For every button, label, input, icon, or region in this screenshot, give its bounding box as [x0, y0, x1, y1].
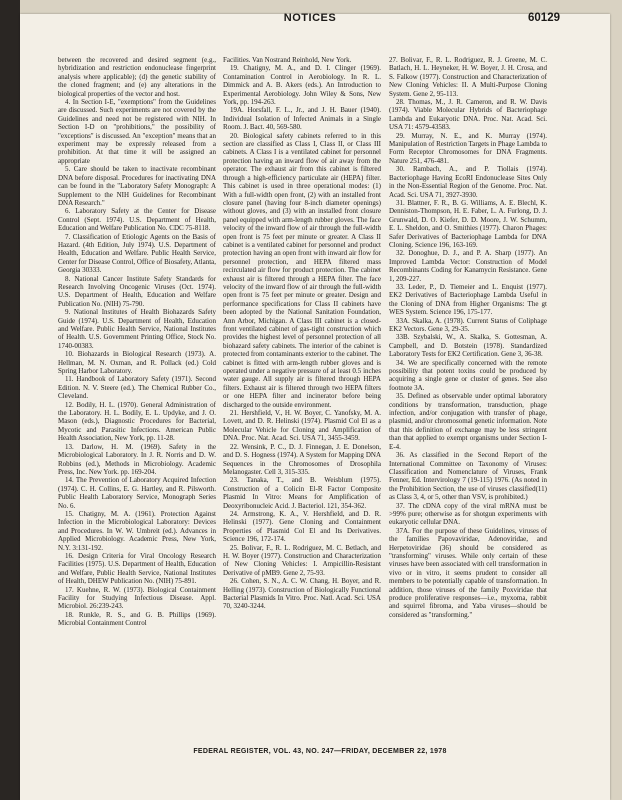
paragraph: 20. Biological safety cabinets referred to in this section are classified as Class I, Class II, or Class III cabinets. A Class I is a ventilated cabinet for personnel protection having an inward flow of air away from the operator. The exhaust air from this cabinet is filtered through a high-efficiency particulate air (HEPA) filter. This cabinet is used in three operational modes: (1) With a full-width open front, (2) with an installed front closure panel (having four 8-inch diameter openings) without gloves, and (3) with an installed front closure panel equipped with arm-length rubber gloves. The face velocity of the inward flow of air through the full-width open front is 75 feet per minute or greater. A Class II cabinet is a ventilated cabinet for personnel and product protection having an open front with inward air flow for personnel protection, and HEPA filtered mass recirculated air flow for product protection. The cabinet exhaust air is filtered through a HEPA filter. The face velocity of the inward flow of air through the full-width open front is 75 feet per minute or greater. Design and performance specifications for Class II cabinets have been adopted by the National Sanitation Foundation, Ann Arbor, Michigan. A Class III cabinet is a closed-front ventilated cabinet of gas-tight construction which provides the highest level of personnel protection of all biohazard safety cabinets. The interior of the cabinet is protected from contaminants exterior to the cabinet. The cabinet is fitted with arm-length rubber gloves and is operated under a negative pressure of at least 0.5 inches water gauge. All supply air is filtered through HEPA filters. Exhaust air is filtered through two HEPA filters or one HEPA filter and incinerator before being discharged to the outside environment. — [223, 131, 381, 409]
paragraph: 16. Design Criteria for Viral Oncology Research Facilities (1975). U.S. Department of Health, Education and Welfare, Public Health Service, National Institutes of Health, DHEW Publication No. (NIH) 75-891. — [58, 551, 216, 586]
paragraph: 19. Chatigny, M. A., and D. I. Clinger (1969). Contamination Control in Aerobiology. In R. L. Dimmick and A. B. Akers (eds.). An Introduction to Experimental Aerobiology. John Wiley & Sons, New York, pp. 194-263. — [223, 64, 381, 107]
paragraph: 33A. Skalka, A. (1978). Current Status of Coliphage EK2 Vectors. Gene 3, 29-35. — [389, 316, 547, 333]
paragraph: 21. Hershfield, V., H. W. Boyer, C. Yanofsky, M. A. Lovett, and D. R. Helinski (1974). Plasmid Col El as a Molecular Vehicle for Cloning and Amplification of DNA. Proc. Nat. Acad. Sci. USA 71, 3455-3459. — [223, 409, 381, 443]
text-column-right — [389, 56, 547, 740]
paragraph: 14. The Prevention of Laboratory Acquired Infection (1974). C. H. Collins, E. G. Hartley, and R. Pilsworth. Public Health Laboratory Service, Monograph Series No. 6. — [58, 476, 216, 510]
paragraph: 6. Laboratory Safety at the Center for Disease Control (Sept. 1974). U.S. Department of Health, Education and Welfare Publication No. CDC 75-8118. — [58, 207, 216, 233]
paragraph: 37A. For the purpose of these Guidelines, viruses of the families Papovaviridae, Adenoviridae, and Herpetoviridae (36) should be considered as "transforming" viruses. While only certain of these viruses have been associated with cell transformation in vivo or in vitro, it seems prudent to consider all members to be potentially capable of transformation. In addition, those viruses of the family Poxviridae that produce proliferative responses—i.e., myxoma, rabbit and squirrel fibroma, and Yaba viruses—should be considered as "transforming." — [389, 526, 547, 619]
paragraph: 25. Bolivar, F., R. L. Rodriguez, M. C. Betlach, and H. W. Boyer (1977). Construction and Characterization of New Cloning Vehicles: I. Ampicillin-Resistant Derivative of pMB9. Gene 2, 75-93. — [223, 543, 381, 577]
paragraph: 9. National Institutes of Health Biohazards Safety Guide (1974). U.S. Department of Health, Education and Welfare. Public Health Service, National Institutes of Health. U.S. Government Printing Office, Stock No. 1740-00383. — [58, 308, 216, 350]
section-title: NOTICES — [283, 12, 337, 24]
page-number: 60129 — [528, 12, 560, 24]
scan-binding-edge — [0, 0, 20, 800]
paragraph: 13. Darlow, H. M. (1969). Safety in the Microbiological Laboratory. In J. R. Norris and D. W. Robbins (ed.), Methods in Microbiology. Academic Press, Inc. New York. pp. 169-204. — [58, 442, 216, 476]
paragraph: 33. Leder, P., D. Tiemeier and L. Enquist (1977). EK2 Derivatives of Bacteriophage Lambda Useful in the Cloning of DNA from Higher Organisms: The gt WES System. Science 196, 175-177. — [389, 282, 547, 317]
paragraph: between the recovered and desired segment (e.g., hybridization and restriction endonuclease fingerprint analysis where applicable); (d) the genetic stability of the cloned fragment; and (e) any alterations in the biological properties of the vector and host. — [58, 56, 216, 98]
paragraph: 37. The cDNA copy of the viral mRNA must be >99% pure; otherwise as for shotgun experiments with eukaryotic cellular DNA. — [389, 501, 547, 527]
paragraph: 10. Biohazards in Biological Research (1973). A. Hellman, M. N. Oxman, and R. Pollack (ed.) Cold Spring Harbor Laboratory. — [58, 350, 216, 376]
paragraph: 8. National Cancer Institute Safety Standards for Research Involving Oncogenic Viruses (Oct. 1974). U.S. Department of Health, Education and Welfare Publication No. (NIH) 75-790. — [58, 274, 216, 308]
paragraph: Facilities. Van Nostrand Reinhold, New York. — [223, 56, 352, 64]
paragraph: 11. Handbook of Laboratory Safety (1971). Second Edition. N. V. Steere (ed.). The Chemical Rubber Co., Cleveland. — [58, 375, 216, 401]
paragraph: 7. Classification of Etiologic Agents on the Basis of Hazard. (4th Edition, July 1974). U.S. Department of Health, Education and Welfare. Public Health Service, Center for Disease Control, Office of Biosafety, Atlanta, Georgia 30333. — [58, 232, 216, 275]
paragraph: 29. Murray, N. E., and K. Murray (1974). Manipulation of Restriction Targets in Phage Lambda to Form Receptor Chromosomes for DNA Fragments. Nature 251, 476-481. — [389, 131, 547, 165]
page-footer: FEDERAL REGISTER, VOL. 43, NO. 247—FRIDAY, DECEMBER 22, 1978 — [193, 748, 447, 755]
paragraph: 18. Runkle, R. S., and G. B. Phillips (1969). Microbial Containment Control — [58, 610, 216, 628]
paragraph: 23. Tanaka, T., and B. Weisblum (1975). Construction of a Colicin El-R Factor Composite Plasmid In Vitro: Means for Amplification of Deoxyribonucleic Acid. J. Bacteriol. 121, 354-362. — [223, 476, 381, 510]
paragraph: 36. As classified in the Second Report of the International Committee on Taxonomy of Viruses: Classification and Nomenclature of Viruses, Frank Fenner, Ed. Intervirology 7 (19-115) 1976. (As noted in the Prohibition Section, the use of viruses classified(11) as Class 3, 4, or 5, other than VSV, is prohibited.) — [389, 451, 547, 502]
paragraph: 22. Wensink, P. C., D. J. Finnegan, J. E. Donelson, and D. S. Hogness (1974). A System for Mapping DNA Sequences in the Chromosomes of Drosophila Melanogaster. Cell 3, 315-335. — [223, 442, 381, 476]
text-column-left — [58, 56, 216, 740]
paragraph: 34. We are specifically concerned with the remote possibility that potent toxins could be produced by acquiring a single gene or cluster of genes. See also footnote 3A. — [389, 358, 547, 392]
paragraph: 28. Thomas, M., J. R. Cameron, and R. W. Davis (1974). Viable Molecular Hybrids of Bacteriophage Lambda and Eukaryotic DNA. Proc. Nat. Acad. Sci. USA 71: 4579-43583. — [389, 98, 547, 132]
paragraph: 32. Donoghue, D. J., and P. A. Sharp (1977). An Improved Lambda Vector: Construction of Model Recombinants Coding for Kanamycin Resistance. Gene 1, 209-227. — [389, 249, 547, 283]
paragraph: 15. Chatigny, M. A. (1961). Protection Against Infection in the Microbiological Laboratory: Devices and Procedures. In W. W. Umbreit (ed.). Advances in Applied Microbiology. Academic Press, New York, N.Y. 3:131-192. — [58, 509, 216, 552]
paragraph: 4. In Section I-E, "exemptions" from the Guidelines are discussed. Such experiments are not covered by the Guidelines and need not be registered with NIH. In Section I-D on "prohibitions," the possibility of "exceptions" is discussed. An "exception" means that an experiment may be expressly released from a prohibition. At that time it will be assigned an appropriate — [58, 98, 216, 165]
paragraph: 31. Blattner, F. R., B. G. Williams, A. E. Blechl, K. Denniston-Thompson, H. E. Faber, L. A. Furlong, D. J. Grunwald, D. O. Kiefer, D. D. Moore, J. W. Schumm, E. L. Sheldon, and O. Smithies (1977). Charon Phages: Safer Derivatives of Bacteriophage Lambda for DNA Cloning. Science 196, 163-169. — [389, 198, 547, 249]
page-header — [60, 12, 560, 28]
paragraph: 19A. Horsfall, F. L., Jr., and J. H. Bauer (1940). Individual Isolation of Infected Animals in a Single Room. J. Bact. 40, 569-580. — [223, 106, 381, 132]
paragraph: 33B. Szybalski, W., A. Skalka, S. Gottesman, A. Campbell, and D. Botstein (1978). Standardized Laboratory Tests for EK2 Certification. Gene 3, 36-38. — [389, 333, 547, 359]
paragraph: 12. Bodily, H. L. (1970). General Administration of the Laboratory. H. L. Bodily, E. L. Updyke, and J. O. Mason (eds.), Diagnostic Procedures for Bacterial, Mycotic and Parasitic Infections. American Public Health Association, New York, pp. 11-28. — [58, 400, 216, 443]
paragraph: 24. Armstrong, K. A., V. Hershfield, and D. R. Helinski (1977). Gene Cloning and Containment Properties of Plasmid Col El and Its Derivatives. Science 196, 172-174. — [223, 509, 381, 544]
paragraph: 30. Rambach, A., and P. Tiollais (1974). Bacteriophage Having EcoRI Endonuclease Sites Only in the Non-Essential Region of the Genome. Proc. Nat. Acad. Sci. USA 71, 3927-3930. — [389, 165, 547, 199]
paragraph: 5. Care should be taken to inactivate recombinant DNA before disposal. Procedures for inactivating DNA can be found in the "Laboratory Safety Monograph: A Supplement to the NIH Guidelines for Recombinant DNA Research." — [58, 165, 216, 207]
paragraph: 27. Bolivar, F., R. L. Rodriguez, R. J. Greene, M. C. Batlach, H. L. Heyneker, H. W. Boyer, J. H. Crosa, and S. Falkow (1977). Construction and Characterization of New Cloning Vehicles: II. A Multi-Purpose Cloning System. Gene 2, 95-113. — [389, 56, 547, 98]
paragraph: 26. Cohen, S. N., A. C. W. Chang, H. Boyer, and R. Helling (1973). Construction of Biologically Functional Bacterial Plasmids In Vitro. Proc. Natl. Acad. Sci. USA 70, 3240-3244. — [223, 577, 381, 611]
paragraph: 35. Defined as observable under optimal laboratory conditions by transformation, transduction, phage infection, and/or conjugation with transfer of phage, plasmid, and/or chromosomal genetic information. Note that this definition of exchange may be less stringent than that applied to exempt organisms under Section I-E-4. — [389, 392, 547, 451]
text-column-middle — [223, 56, 381, 740]
paragraph: 17. Kuehne, R. W. (1973). Biological Containment Facility for Studying Infectious Disease. Appl. Microbiol. 26:239-243. — [58, 585, 216, 611]
